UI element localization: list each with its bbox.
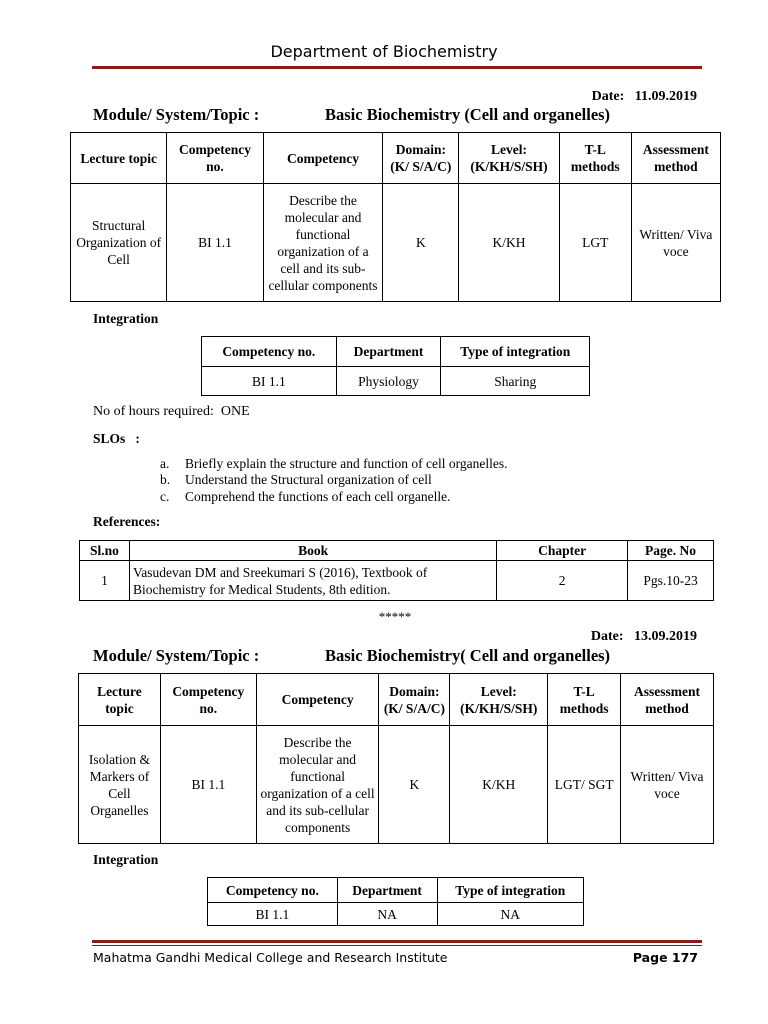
cell-lecture-topic: Isolation & Markers of Cell Organelles	[79, 726, 161, 844]
cell-competency-no: BI 1.1	[208, 903, 338, 926]
integration-label: Integration	[93, 852, 159, 867]
cell-competency-no: BI 1.1	[167, 184, 263, 302]
col-tl-methods: T-L methods	[559, 133, 631, 184]
col-competency-no: Competency no.	[208, 878, 338, 903]
col-department: Department	[337, 878, 437, 903]
col-slno: Sl.no	[80, 541, 130, 561]
session-2-module	[93, 646, 611, 666]
col-lecture-topic: Lecture topic	[79, 674, 161, 726]
hours-required: No of hours required: ONE	[93, 404, 250, 419]
cell-assessment: Written/ Viva voce	[631, 184, 720, 302]
cell-domain: K	[379, 726, 450, 844]
table-row	[202, 367, 590, 396]
table-header-row	[80, 541, 714, 561]
references-table	[79, 540, 714, 601]
slo-item	[160, 489, 451, 505]
cell-competency: Describe the molecular and functional organization of a cell and its sub-cellular components	[263, 184, 383, 302]
col-domain: Domain: (K/ S/A/C)	[383, 133, 459, 184]
col-department: Department	[336, 337, 441, 367]
cell-tl-methods: LGT	[559, 184, 631, 302]
session-1-date	[592, 89, 697, 105]
date-label: Date:	[591, 89, 625, 104]
col-assessment: Assessment method	[631, 133, 720, 184]
table-row	[80, 561, 714, 601]
cell-chapter: 2	[497, 561, 628, 601]
module-label: Module/ System/Topic :	[93, 646, 260, 665]
cell-tl-methods: LGT/ SGT	[548, 726, 621, 844]
footer-institution: Mahatma Gandhi Medical College and Research Institute	[93, 950, 448, 965]
table-header-row	[71, 133, 721, 184]
session-1-competency-table	[70, 132, 721, 302]
footer-rule	[92, 940, 702, 943]
session-2-competency-table	[78, 673, 714, 844]
cell-level: K/KH	[450, 726, 548, 844]
cell-competency: Describe the molecular and functional organization of a cell and its sub-cellular components	[256, 726, 379, 844]
session-2-date	[591, 629, 697, 645]
col-competency-no: Competency no.	[202, 337, 337, 367]
section-separator: *****	[378, 609, 412, 624]
footer-rule-thin	[92, 945, 702, 946]
session-2-integration-table	[207, 877, 584, 926]
cell-competency-no: BI 1.1	[202, 367, 337, 396]
slo-text: Understand the Structural organization of cell	[185, 472, 432, 487]
col-level: Level: (K/KH/S/SH)	[459, 133, 559, 184]
table-row	[71, 184, 721, 302]
integration-label: Integration	[93, 311, 159, 326]
date-label: Date:	[590, 629, 624, 644]
slo-letter: c.	[160, 489, 170, 504]
slo-item	[160, 456, 508, 472]
header-rule	[92, 66, 702, 69]
cell-competency-no: BI 1.1	[160, 726, 256, 844]
cell-domain: K	[383, 184, 459, 302]
slos-label: SLOs :	[93, 431, 140, 446]
col-book: Book	[129, 541, 496, 561]
col-integration-type: Type of integration	[441, 337, 590, 367]
date-value: 13.09.2019	[634, 629, 697, 644]
slo-text: Comprehend the functions of each cell organelle.	[185, 489, 451, 504]
table-header-row	[202, 337, 590, 367]
table-row	[208, 903, 584, 926]
date-value: 11.09.2019	[634, 89, 697, 104]
col-lecture-topic: Lecture topic	[71, 133, 167, 184]
cell-level: K/KH	[459, 184, 559, 302]
page-header-title: Department of Biochemistry	[270, 42, 498, 61]
session-1-integration-table	[201, 336, 590, 396]
col-page: Page. No	[628, 541, 714, 561]
col-competency: Competency	[256, 674, 379, 726]
cell-department: NA	[337, 903, 437, 926]
col-competency: Competency	[263, 133, 383, 184]
cell-book: Vasudevan DM and Sreekumari S (2016), Textbook of Biochemistry for Medical Students, 8th edition.	[129, 561, 496, 601]
slo-item	[160, 472, 432, 488]
cell-integration-type: Sharing	[441, 367, 590, 396]
slo-letter: a.	[160, 456, 170, 471]
col-tl-methods: T-L methods	[548, 674, 621, 726]
module-topic: Basic Biochemistry (Cell and organelles)	[325, 105, 611, 124]
table-header-row	[208, 878, 584, 903]
slo-letter: b.	[160, 472, 171, 487]
col-competency-no: Competency no.	[160, 674, 256, 726]
slo-text: Briefly explain the structure and function of cell organelles.	[185, 456, 508, 471]
cell-lecture-topic: Structural Organization of Cell	[71, 184, 167, 302]
cell-assessment: Written/ Viva voce	[621, 726, 714, 844]
footer-page-number: Page 177	[632, 950, 698, 965]
references-label: References:	[93, 514, 161, 529]
col-assessment: Assessment method	[621, 674, 714, 726]
col-level: Level: (K/KH/S/SH)	[450, 674, 548, 726]
cell-department: Physiology	[336, 367, 441, 396]
col-integration-type: Type of integration	[437, 878, 584, 903]
table-row	[79, 726, 714, 844]
col-chapter: Chapter	[497, 541, 628, 561]
module-label: Module/ System/Topic :	[93, 105, 260, 124]
col-competency-no: Competency no.	[167, 133, 263, 184]
session-1-module	[93, 105, 611, 125]
cell-integration-type: NA	[437, 903, 584, 926]
cell-slno: 1	[80, 561, 130, 601]
module-topic: Basic Biochemistry( Cell and organelles)	[325, 646, 611, 665]
col-domain: Domain: (K/ S/A/C)	[379, 674, 450, 726]
table-header-row	[79, 674, 714, 726]
cell-page: Pgs.10-23	[628, 561, 714, 601]
